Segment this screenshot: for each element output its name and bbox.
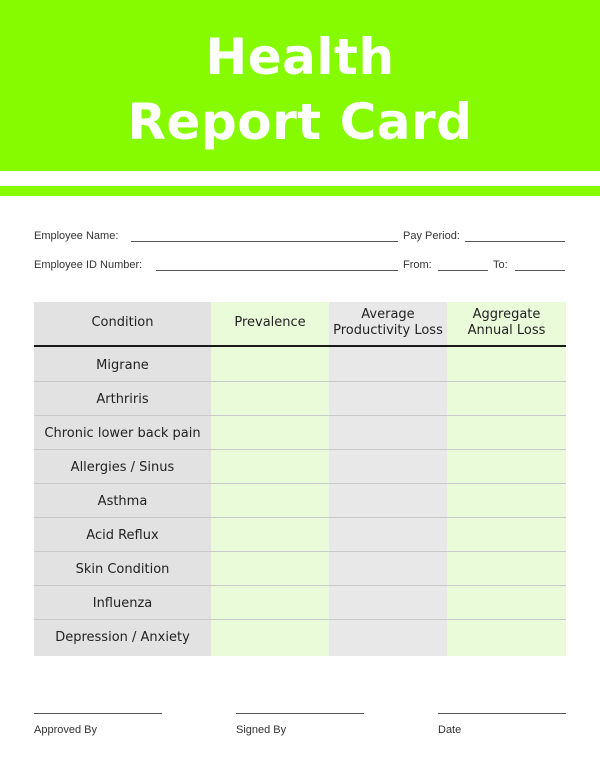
header-prevalence: Prevalence (234, 315, 306, 330)
header-aggregate-loss (447, 302, 566, 344)
prevalence-cell[interactable] (211, 518, 329, 552)
aggregate-loss-cell[interactable] (447, 586, 566, 620)
header-productivity-loss (329, 302, 447, 344)
date-line[interactable] (438, 713, 566, 714)
employee-id-field[interactable] (156, 270, 398, 271)
productivity-loss-cell[interactable] (329, 620, 447, 654)
aggregate-loss-cell[interactable] (447, 416, 566, 450)
prevalence-cell[interactable] (211, 484, 329, 518)
prevalence-cell[interactable] (211, 348, 329, 382)
productivity-loss-cell[interactable] (329, 518, 447, 552)
condition-cell: Skin Condition (75, 561, 170, 577)
prevalence-cell[interactable] (211, 382, 329, 416)
aggregate-loss-cell[interactable] (447, 484, 566, 518)
aggregate-loss-cell[interactable] (447, 620, 566, 654)
productivity-loss-cell[interactable] (329, 348, 447, 382)
to-field[interactable] (515, 270, 565, 271)
condition-cell: Chronic lower back pain (44, 425, 201, 441)
header-banner (0, 0, 600, 171)
title-line-2: Report Card (127, 93, 473, 151)
title-line-1: Health (205, 28, 395, 86)
pay-period-field[interactable] (465, 241, 565, 242)
from-field[interactable] (438, 270, 488, 271)
condition-cell: Depression / Anxiety (55, 629, 190, 645)
approved-by-line[interactable] (34, 713, 162, 714)
header-condition: Condition (91, 315, 154, 330)
aggregate-loss-cell[interactable] (447, 382, 566, 416)
employee-name-field[interactable] (131, 241, 398, 242)
productivity-loss-cell[interactable] (329, 586, 447, 620)
prevalence-cell[interactable] (211, 586, 329, 620)
productivity-loss-cell[interactable] (329, 552, 447, 586)
from-label: From: (403, 259, 432, 271)
aggregate-loss-cell[interactable] (447, 348, 566, 382)
condition-cell: Arthriris (96, 391, 149, 407)
approved-by-label: Approved By (34, 724, 97, 736)
aggregate-loss-cell[interactable] (447, 518, 566, 552)
condition-cell: Influenza (92, 595, 153, 611)
prevalence-cell[interactable] (211, 416, 329, 450)
employee-id-label: Employee ID Number: (34, 259, 143, 271)
condition-cell: Allergies / Sinus (70, 459, 175, 475)
productivity-loss-cell[interactable] (329, 484, 447, 518)
employee-name-label: Employee Name: (34, 230, 119, 242)
prevalence-cell[interactable] (211, 552, 329, 586)
aggregate-loss-cell[interactable] (447, 450, 566, 484)
header-aggregate-line2: Annual Loss (467, 323, 546, 338)
productivity-loss-cell[interactable] (329, 382, 447, 416)
health-table (34, 302, 566, 656)
date-label: Date (438, 724, 462, 736)
productivity-loss-cell[interactable] (329, 450, 447, 484)
header-productivity-line1: Average (361, 307, 415, 322)
condition-cell: Migrane (96, 357, 149, 373)
condition-cell: Asthma (97, 493, 148, 509)
accent-stripe (0, 186, 600, 196)
productivity-loss-cell[interactable] (329, 416, 447, 450)
signed-by-label: Signed By (236, 724, 287, 736)
header-divider (34, 345, 566, 347)
prevalence-cell[interactable] (211, 620, 329, 654)
aggregate-loss-cell[interactable] (447, 552, 566, 586)
signed-by-line[interactable] (236, 713, 364, 714)
to-label: To: (493, 259, 508, 271)
prevalence-cell[interactable] (211, 450, 329, 484)
pay-period-label: Pay Period: (403, 230, 460, 242)
header-aggregate-line1: Aggregate (472, 307, 541, 322)
condition-cell: Acid Reflux (86, 527, 159, 543)
header-productivity-line2: Productivity Loss (333, 323, 443, 338)
